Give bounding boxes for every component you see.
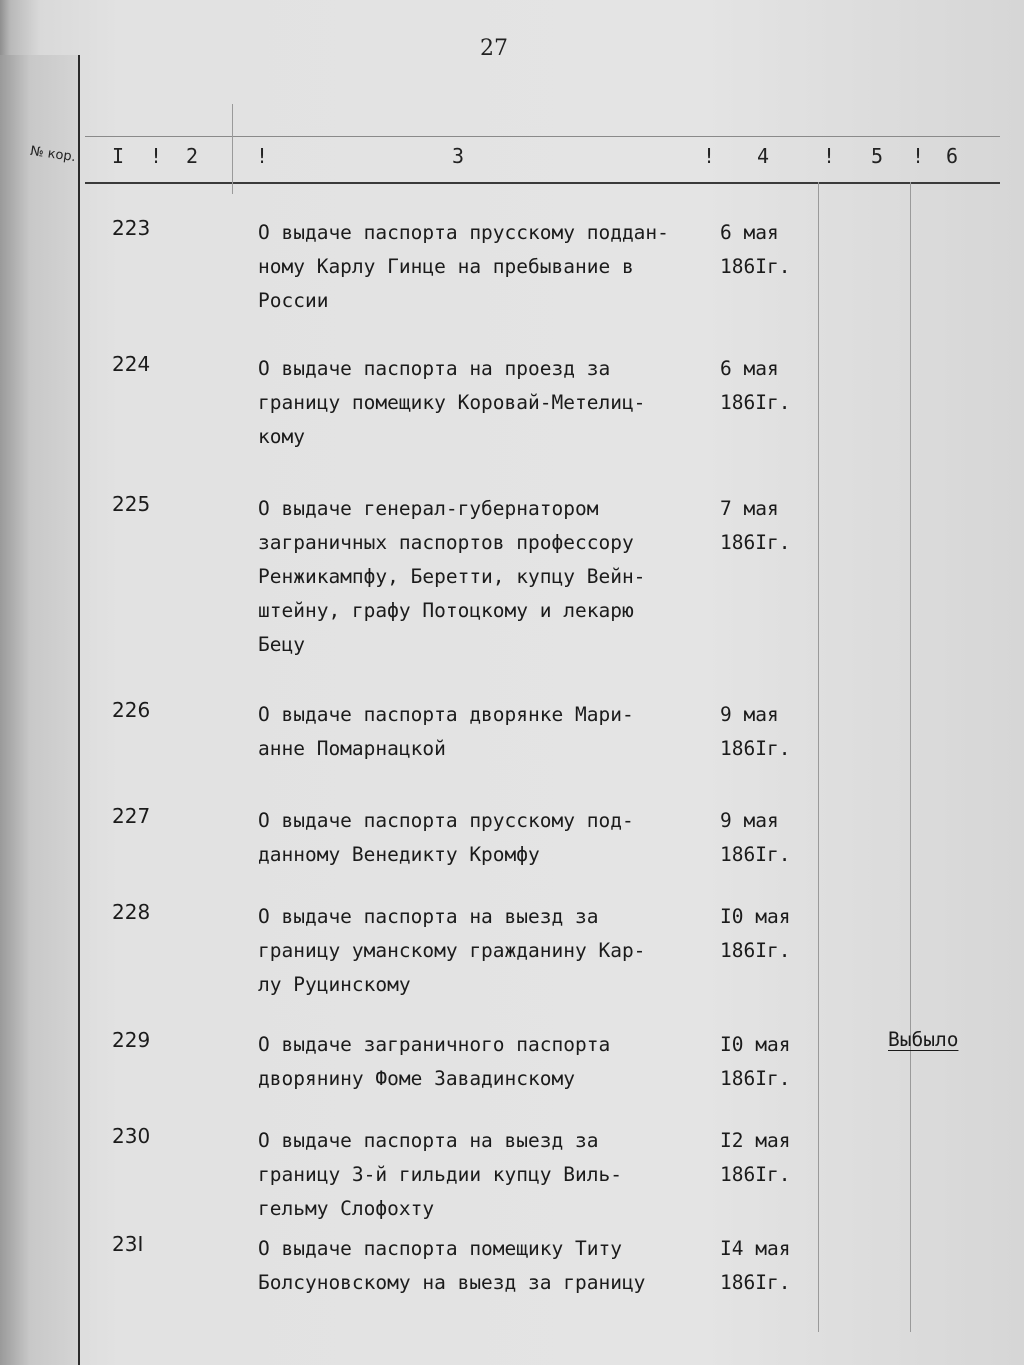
column-divider bbox=[232, 104, 233, 194]
binding-strip bbox=[0, 55, 80, 1365]
header-top-rule bbox=[85, 136, 1000, 137]
entry-number: 230 bbox=[112, 1124, 151, 1148]
entry-date: 9 мая 186Iг. bbox=[720, 809, 791, 866]
header-col-2: 2 bbox=[186, 144, 199, 168]
entry-title: О выдаче паспорта на проезд за границу помещику Коровай-Метелиц- кому bbox=[258, 357, 646, 448]
entry-title: О выдаче паспорта прусскому поддан- ному Карлу Гинце на пребывание в России bbox=[258, 221, 669, 312]
entry-title: О выдаче заграничного паспорта дворянину Фоме Завадинскому bbox=[258, 1033, 611, 1090]
header-col-6: 6 bbox=[946, 144, 959, 168]
column-divider bbox=[910, 182, 911, 1332]
entry-number: 224 bbox=[112, 352, 151, 376]
header-col-1: I bbox=[112, 144, 125, 168]
entry-date: 7 мая 186Iг. bbox=[720, 497, 791, 554]
entry-note: Выбыло bbox=[888, 1028, 959, 1051]
box-number-label: № кор. bbox=[29, 143, 77, 166]
header-bottom-rule bbox=[85, 182, 1000, 184]
entry-number: 226 bbox=[112, 698, 151, 722]
entry-date: I2 мая 186Iг. bbox=[720, 1129, 791, 1186]
header-separator: ! bbox=[703, 144, 716, 168]
header-separator: ! bbox=[912, 144, 925, 168]
entry-number: 228 bbox=[112, 900, 151, 924]
entry-date: I0 мая 186Iг. bbox=[720, 905, 791, 962]
entry-number: 223 bbox=[112, 216, 151, 240]
entry-title: О выдаче паспорта дворянке Мари- анне Помарнацкой bbox=[258, 703, 634, 760]
entry-title: О выдаче паспорта помещику Титу Болсуновскому на выезд за границу bbox=[258, 1237, 646, 1294]
entry-title: О выдаче паспорта прусскому под- данному Венедикту Кромфу bbox=[258, 809, 634, 866]
header-separator: ! bbox=[823, 144, 836, 168]
entry-title: О выдаче генерал-губернатором заграничных паспортов профессору Ренжикампфу, Беретти, купцу Вейн- штейну, графу Потоцкому и лекарю Бецу bbox=[258, 497, 646, 656]
entry-number: 225 bbox=[112, 492, 151, 516]
entry-number: 23I bbox=[112, 1232, 144, 1256]
entry-date: 9 мая 186Iг. bbox=[720, 703, 791, 760]
entry-title: О выдаче паспорта на выезд за границу 3-й гильдии купцу Виль- гельму Слофохту bbox=[258, 1129, 622, 1220]
header-col-5: 5 bbox=[871, 144, 884, 168]
entry-date: 6 мая 186Iг. bbox=[720, 357, 791, 414]
header-col-4: 4 bbox=[757, 144, 770, 168]
header-col-3: 3 bbox=[452, 144, 465, 168]
entry-date: I0 мая 186Iг. bbox=[720, 1033, 791, 1090]
entry-date: I4 мая 186Iг. bbox=[720, 1237, 791, 1294]
page-number: 27 bbox=[480, 36, 508, 61]
entry-number: 227 bbox=[112, 804, 151, 828]
entry-date: 6 мая 186Iг. bbox=[720, 221, 791, 278]
entry-number: 229 bbox=[112, 1028, 151, 1052]
entry-title: О выдаче паспорта на выезд за границу уманскому гражданину Кар- лу Руцинскому bbox=[258, 905, 646, 996]
header-separator: ! bbox=[256, 144, 269, 168]
header-separator: ! bbox=[150, 144, 163, 168]
